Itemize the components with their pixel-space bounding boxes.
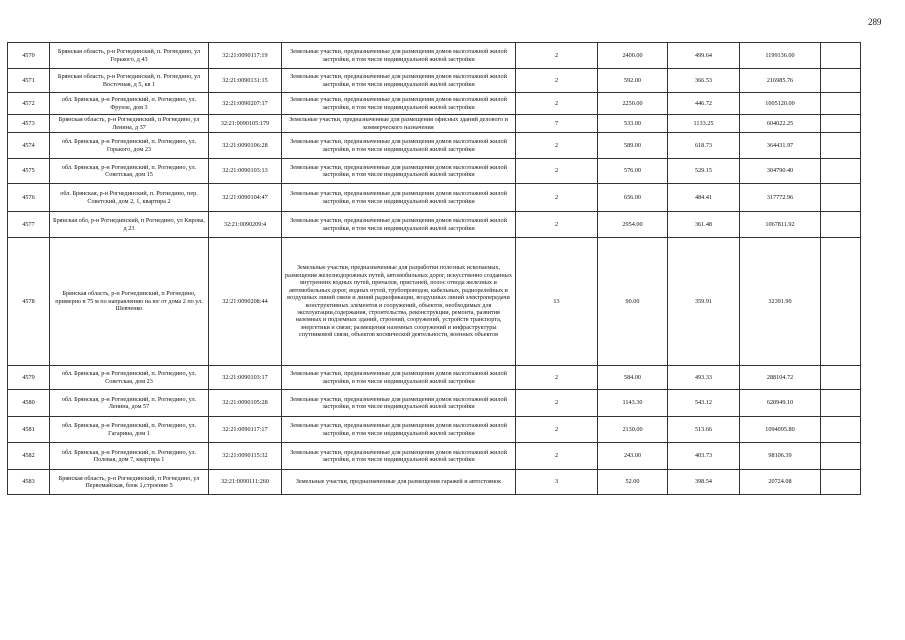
table-row xyxy=(8,238,861,366)
row-cadastral-value: 620949.10 xyxy=(740,390,821,417)
row-id: 4572 xyxy=(8,93,50,115)
row-cadastral-value: 1067811.92 xyxy=(740,212,821,238)
row-blank-cell xyxy=(821,133,861,159)
row-group: 7 xyxy=(516,115,598,133)
row-blank-cell xyxy=(821,366,861,390)
table-row xyxy=(8,69,861,93)
row-area: 243.00 xyxy=(598,443,668,470)
row-address: Брянская область, р-н Рогнединский, п Рогнедино, примерно в 75 м по направлению на юг от дома 2 по ул. Шевченко xyxy=(50,238,209,366)
row-id: 4575 xyxy=(8,159,50,184)
table-row xyxy=(8,133,861,159)
row-cadastral-number: 32:21:0090111:260 xyxy=(209,470,282,495)
row-area: 52.00 xyxy=(598,470,668,495)
row-cadastral-number: 32:21:0090115:32 xyxy=(209,443,282,470)
row-rate: 361.48 xyxy=(668,212,740,238)
row-address: обл. Брянская, р-н Рогнединский, п. Рогнедино, ул. Ленина, дом 57 xyxy=(50,390,209,417)
row-land-use: Земельные участки, предназначенные для разработки полезных ископаемых, размещения железнодорожных путей, автомобильных дорог, искусственно созданных внутренних водных путей, причалов, пристаней, полос отвода железных и автомобильных дорог, водных путей, трубопроводов, кабельных, радиорелейных и воздушных линий связи и линий радиофикации, воздушных линий электропередачи конструктивных элементов и сооружений, объектов, необходимых для эксплуатации,содержания, строительства, реконструкции, ремонта, развития наземных и подземных зданий, строений, сооружений, устройств транспорта, энергетики и связи; размещения наземных сооружений и инфраструктуры спутниковой связи, объектов космической деятельности, военных объектов xyxy=(282,238,516,366)
table-row xyxy=(8,417,861,443)
row-cadastral-value: 98106.39 xyxy=(740,443,821,470)
row-cadastral-number: 32:21:0090131:15 xyxy=(209,69,282,93)
row-area: 584.00 xyxy=(598,366,668,390)
row-cadastral-value: 604022.25 xyxy=(740,115,821,133)
row-rate: 484.41 xyxy=(668,184,740,212)
row-group: 2 xyxy=(516,390,598,417)
row-id: 4578 xyxy=(8,238,50,366)
row-address: Брянская область, р-н Рогнединский, п Рогнедино, ул Ленина, д 37 xyxy=(50,115,209,133)
row-cadastral-value: 1094095.80 xyxy=(740,417,821,443)
row-cadastral-number: 32:21:0090103:17 xyxy=(209,366,282,390)
row-area: 656.00 xyxy=(598,184,668,212)
row-blank-cell xyxy=(821,93,861,115)
row-id: 4580 xyxy=(8,390,50,417)
row-group: 2 xyxy=(516,93,598,115)
row-cadastral-value: 1005120.00 xyxy=(740,93,821,115)
row-address: обл. Брянская, р-н Рогнединский, п. Рогнедино, ул. Фрунзе, дом 3 xyxy=(50,93,209,115)
row-land-use: Земельные участки, предназначенные для размещения домов малоэтажной жилой застройки, в том числе индивидуальной жилой застройки xyxy=(282,133,516,159)
row-group: 13 xyxy=(516,238,598,366)
table-row xyxy=(8,470,861,495)
row-land-use: Земельные участки, предназначенные для размещения домов малоэтажной жилой застройки, в том числе индивидуальной жилой застройки xyxy=(282,212,516,238)
row-land-use: Земельные участки, предназначенные для размещения домов малоэтажной жилой застройки, в том числе индивидуальной жилой застройки xyxy=(282,69,516,93)
row-address: Брянская область, р-н Рогнединский, п. Рогнедино, ул Восточная, д 5, кв 1 xyxy=(50,69,209,93)
row-area: 90.00 xyxy=(598,238,668,366)
row-area: 2130.00 xyxy=(598,417,668,443)
row-cadastral-value: 1199136.00 xyxy=(740,43,821,69)
row-blank-cell xyxy=(821,69,861,93)
row-cadastral-number: 32:21:0090104:47 xyxy=(209,184,282,212)
row-cadastral-value: 304790.40 xyxy=(740,159,821,184)
row-blank-cell xyxy=(821,470,861,495)
row-blank-cell xyxy=(821,184,861,212)
row-group: 2 xyxy=(516,184,598,212)
row-address: Брянская область, р-н Рогнединский, п Рогнедино, ул Первомайская, блок 1,строение 5 xyxy=(50,470,209,495)
row-land-use: Земельные участки, предназначенные для размещения офисных зданий делового и коммерческого назначения xyxy=(282,115,516,133)
row-rate: 529.15 xyxy=(668,159,740,184)
row-id: 4582 xyxy=(8,443,50,470)
row-rate: 446.72 xyxy=(668,93,740,115)
row-group: 2 xyxy=(516,443,598,470)
row-cadastral-value: 364431.97 xyxy=(740,133,821,159)
row-blank-cell xyxy=(821,443,861,470)
row-group: 2 xyxy=(516,366,598,390)
row-area: 533.00 xyxy=(598,115,668,133)
row-address: обл. Брянская, р-н Рогнединский, п. Рогнедино, ул. Гагарина, дом 1 xyxy=(50,417,209,443)
row-rate: 499.64 xyxy=(668,43,740,69)
row-blank-cell xyxy=(821,238,861,366)
row-group: 2 xyxy=(516,69,598,93)
row-address: Брянская обл, р-н Рогнединский, п Рогнедино, ул Кирова, д 23 xyxy=(50,212,209,238)
row-blank-cell xyxy=(821,417,861,443)
row-rate: 618.73 xyxy=(668,133,740,159)
row-id: 4579 xyxy=(8,366,50,390)
row-cadastral-number: 32:21:0090209:4 xyxy=(209,212,282,238)
row-id: 4576 xyxy=(8,184,50,212)
row-rate: 398.54 xyxy=(668,470,740,495)
row-address: Брянская область, р-н Рогнединский, п. Рогнедино, ул Горького, д 43 xyxy=(50,43,209,69)
row-area: 1143.30 xyxy=(598,390,668,417)
row-cadastral-value: 20724.08 xyxy=(740,470,821,495)
row-area: 2250.00 xyxy=(598,93,668,115)
row-cadastral-value: 32391.90 xyxy=(740,238,821,366)
row-cadastral-value: 317772.96 xyxy=(740,184,821,212)
row-area: 2954.00 xyxy=(598,212,668,238)
row-rate: 493.33 xyxy=(668,366,740,390)
table-row xyxy=(8,443,861,470)
row-land-use: Земельные участки, предназначенные для размещения домов малоэтажной жилой застройки, в том числе индивидуальной жилой застройки xyxy=(282,417,516,443)
row-rate: 359.91 xyxy=(668,238,740,366)
row-blank-cell xyxy=(821,390,861,417)
row-area: 589.00 xyxy=(598,133,668,159)
row-cadastral-number: 32:21:0090106:28 xyxy=(209,133,282,159)
row-id: 4583 xyxy=(8,470,50,495)
row-land-use: Земельные участки, предназначенные для размещения домов малоэтажной жилой застройки, в том числе индивидуальной жилой застройки xyxy=(282,390,516,417)
row-rate: 366.53 xyxy=(668,69,740,93)
row-group: 2 xyxy=(516,43,598,69)
row-cadastral-number: 32:21:0090105:28 xyxy=(209,390,282,417)
row-blank-cell xyxy=(821,212,861,238)
table-row xyxy=(8,184,861,212)
row-cadastral-value: 216985.76 xyxy=(740,69,821,93)
table-row xyxy=(8,115,861,133)
table-row xyxy=(8,366,861,390)
row-rate: 543.12 xyxy=(668,390,740,417)
row-cadastral-number: 32:21:0090117:19 xyxy=(209,43,282,69)
row-group: 2 xyxy=(516,159,598,184)
row-cadastral-number: 32:21:0090117:17 xyxy=(209,417,282,443)
row-address: обл. Брянская, р-н Рогнединский, п. Рогнедино, ул. Советская, дом 15 xyxy=(50,159,209,184)
table-row xyxy=(8,93,861,115)
cadastral-value-table xyxy=(7,42,861,495)
row-land-use: Земельные участки, предназначенные для размещения домов малоэтажной жилой застройки, в том числе индивидуальной жилой застройки xyxy=(282,93,516,115)
table-row xyxy=(8,43,861,69)
row-group: 3 xyxy=(516,470,598,495)
row-id: 4573 xyxy=(8,115,50,133)
row-rate: 513.66 xyxy=(668,417,740,443)
row-land-use: Земельные участки, предназначенные для размещения домов малоэтажной жилой застройки, в том числе индивидуальной жилой застройки xyxy=(282,366,516,390)
row-rate: 403.73 xyxy=(668,443,740,470)
row-area: 592.00 xyxy=(598,69,668,93)
row-land-use: Земельные участки, предназначенные для размещения домов малоэтажной жилой застройки, в том числе индивидуальной жилой застройки xyxy=(282,159,516,184)
row-id: 4570 xyxy=(8,43,50,69)
table-row xyxy=(8,159,861,184)
row-address: обл. Брянская, р-н Рогнединский, п. Рогнедино, ул. Полевая, дом 7, квартира 1 xyxy=(50,443,209,470)
row-id: 4571 xyxy=(8,69,50,93)
row-cadastral-value: 288104.72 xyxy=(740,366,821,390)
row-cadastral-number: 32:21:0090103:13 xyxy=(209,159,282,184)
row-blank-cell xyxy=(821,115,861,133)
table-row xyxy=(8,390,861,417)
row-cadastral-number: 32:21:0090105:179 xyxy=(209,115,282,133)
row-rate: 1133.25 xyxy=(668,115,740,133)
row-blank-cell xyxy=(821,159,861,184)
row-address: обл. Брянская, р-н Рогнединский, п. Рогнедино, ул. Советская, дом 23 xyxy=(50,366,209,390)
row-land-use: Земельные участки, предназначенные для размещения домов малоэтажной жилой застройки, в том числе индивидуальной жилой застройки xyxy=(282,184,516,212)
page-number: 289 xyxy=(868,17,882,27)
row-address: обл. Брянская, р-н Рогнединский, п. Рогнедино, пер. Советский, дом 2, 1, квартира 2 xyxy=(50,184,209,212)
row-group: 2 xyxy=(516,133,598,159)
row-land-use: Земельные участки, предназначенные для размещения домов малоэтажной жилой застройки, в том числе индивидуальной жилой застройки xyxy=(282,43,516,69)
row-group: 2 xyxy=(516,212,598,238)
row-id: 4574 xyxy=(8,133,50,159)
table-row xyxy=(8,212,861,238)
row-cadastral-number: 32:21:0090207:17 xyxy=(209,93,282,115)
row-group: 2 xyxy=(516,417,598,443)
row-area: 2400.00 xyxy=(598,43,668,69)
row-land-use: Земельные участки, предназначенные для размещения домов малоэтажной жилой застройки, в том числе индивидуальной жилой застройки xyxy=(282,443,516,470)
row-land-use: Земельные участки, предназначенные для размещения гаражей и автостоянок xyxy=(282,470,516,495)
row-area: 576.00 xyxy=(598,159,668,184)
row-blank-cell xyxy=(821,43,861,69)
row-cadastral-number: 32:21:0090208:44 xyxy=(209,238,282,366)
row-id: 4581 xyxy=(8,417,50,443)
row-id: 4577 xyxy=(8,212,50,238)
row-address: обл. Брянская, р-н Рогнединский, п. Рогнедино, ул. Горького, дом 23 xyxy=(50,133,209,159)
